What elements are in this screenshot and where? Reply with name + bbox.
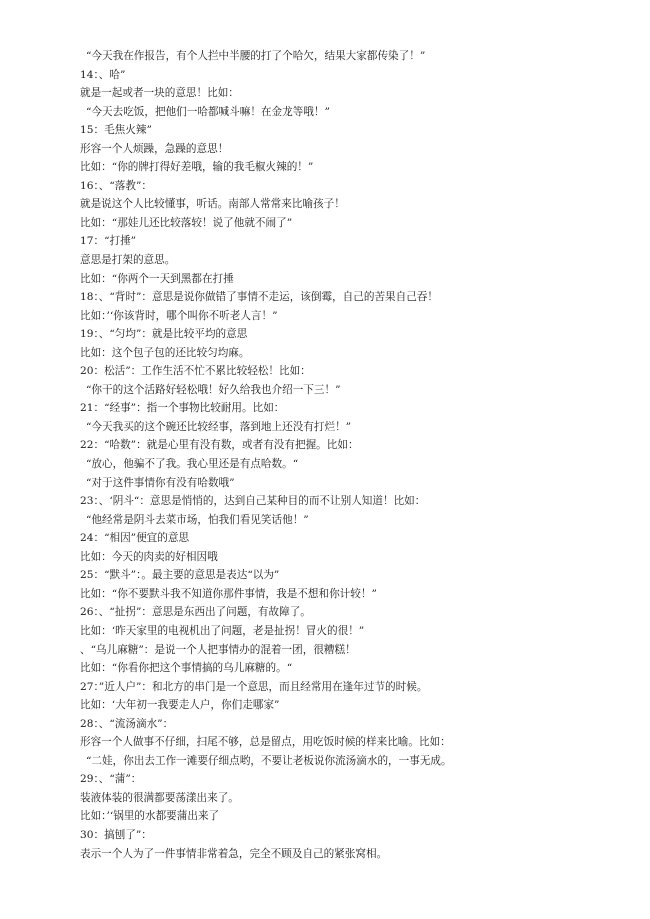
text-line: 比如：’‘你该背时，哪个叫你不听老人言！” bbox=[80, 309, 278, 322]
text-line: 比如：“那娃儿还比较落较！说了他就不闹了” bbox=[80, 216, 293, 229]
text-line: “对于这件事情你有没有哈数哦” bbox=[86, 476, 235, 489]
text-line: 比如：今天的肉卖的好相因哦 bbox=[80, 550, 218, 563]
text-line: “他经常是阴斗去菜市场，怕我们看见笑话他！” bbox=[86, 513, 309, 526]
text-line: 26：、“扯拐”：意思是东西出了问题，有故障了。 bbox=[80, 606, 311, 619]
text-line: 17：“打捶” bbox=[80, 235, 137, 248]
text-line: 比如：“你两个一天到黑都在打捶 bbox=[80, 272, 234, 285]
text-line: “今天我买的这个碗还比较经事，落到地上还没有打烂！” bbox=[86, 420, 352, 433]
text-line: 15：毛焦火辣” bbox=[80, 124, 152, 137]
text-line: 19：、“匀均”：就是比较平均的意思 bbox=[80, 328, 248, 341]
text-line: “二娃，你出去工作一滩要仔细点哟，不要让老板说你流汤滴水的，一事无成。 bbox=[86, 754, 452, 767]
text-line: “你干的这个活路好轻松哦！好久给我也介绍一下三！” bbox=[86, 383, 341, 396]
text-body bbox=[0, 47, 650, 863]
text-line: “今天去吃饭，把他们一哈都喊斗嘛！在金龙等哦！” bbox=[86, 105, 330, 118]
text-line: 比如：“你不要默斗我不知道你那件事情，我是不想和你计较！” bbox=[80, 587, 377, 600]
text-line: 比如：“你看你把这个事情搞的乌儿麻糖的。“ bbox=[80, 662, 293, 675]
text-line: 就是一起或者一块的意思！比如： bbox=[80, 87, 239, 100]
text-line: 比如：这个包子包的还比较匀均麻。 bbox=[80, 346, 250, 359]
text-line: 意思是打架的意思。 bbox=[80, 254, 176, 267]
text-line: 23：、‘阴斗“：意思是悄悄的，达到自己某种目的而不让别人知道！比如： bbox=[80, 495, 426, 508]
text-line: 28：、“流汤滴水”： bbox=[80, 717, 174, 730]
text-line: 就是说这个人比较懂事，听话。南部人常常来比喻孩子！ bbox=[80, 198, 345, 211]
text-line: 30：搞刨了”： bbox=[80, 828, 152, 841]
text-line: 22：“哈数”：就是心里有没有数，或者有没有把握。比如： bbox=[80, 439, 359, 452]
text-line: 比如：’‘锅里的水都要蒲出来了 bbox=[80, 810, 220, 823]
text-line: 比如：‘大年初一我要走人户，你们走哪家” bbox=[80, 699, 280, 712]
text-line: 24：“相因”便宜的意思 bbox=[80, 532, 190, 545]
text-line: 表示一个人为了一件事情非常着急，完全不顾及自己的紧张窝相。 bbox=[80, 847, 388, 860]
text-line: “放心，他骗不了我。我心里还是有点哈数。“ bbox=[86, 458, 299, 471]
text-line: 形容一个人做事不仔细，扫尾不够，总是留点，用吃饭时候的样来比喻。比如： bbox=[80, 736, 451, 749]
text-line: 16：、“落教”： bbox=[80, 179, 152, 192]
text-line: 14：、哈” bbox=[80, 68, 126, 81]
text-line: 、“乌儿麻糖”：是说一个人把事情办的混着一团，很糟糕！ bbox=[80, 643, 356, 656]
text-line: 20：松活”：工作生活不忙不累比较轻松！比如： bbox=[80, 365, 311, 378]
text-line: 29：、“蒲”： bbox=[80, 773, 142, 786]
text-line: 25：“默斗”：。最主要的意思是表达“以为” bbox=[80, 569, 280, 582]
text-line: 27：”近人户”：和北方的串门是一个意思，而且经常用在逢年过节的时候。 bbox=[80, 680, 428, 693]
text-line: 比如：‘昨天家里的电视机出了问题，老是扯拐！冒火的很！” bbox=[80, 624, 365, 637]
text-line: 21：“经事”：指一个事物比较耐用。比如： bbox=[80, 402, 285, 415]
text-line: “今天我在作报告，有个人拦中半腰的打了个哈欠，结果大家都传染了！” bbox=[86, 50, 426, 62]
text-line: 比如：“你的牌打得好差哦，输的我毛椒火辣的！” bbox=[80, 161, 314, 174]
text-line: 18：、“背时”：意思是说你做错了事情不走运，该倒霉，自己的苦果自己吞！ bbox=[80, 291, 439, 304]
text-line: 装液体装的很满都要荡漾出来了。 bbox=[80, 791, 239, 804]
text-line: 形容一个人烦躁，急躁的意思！ bbox=[80, 142, 229, 155]
